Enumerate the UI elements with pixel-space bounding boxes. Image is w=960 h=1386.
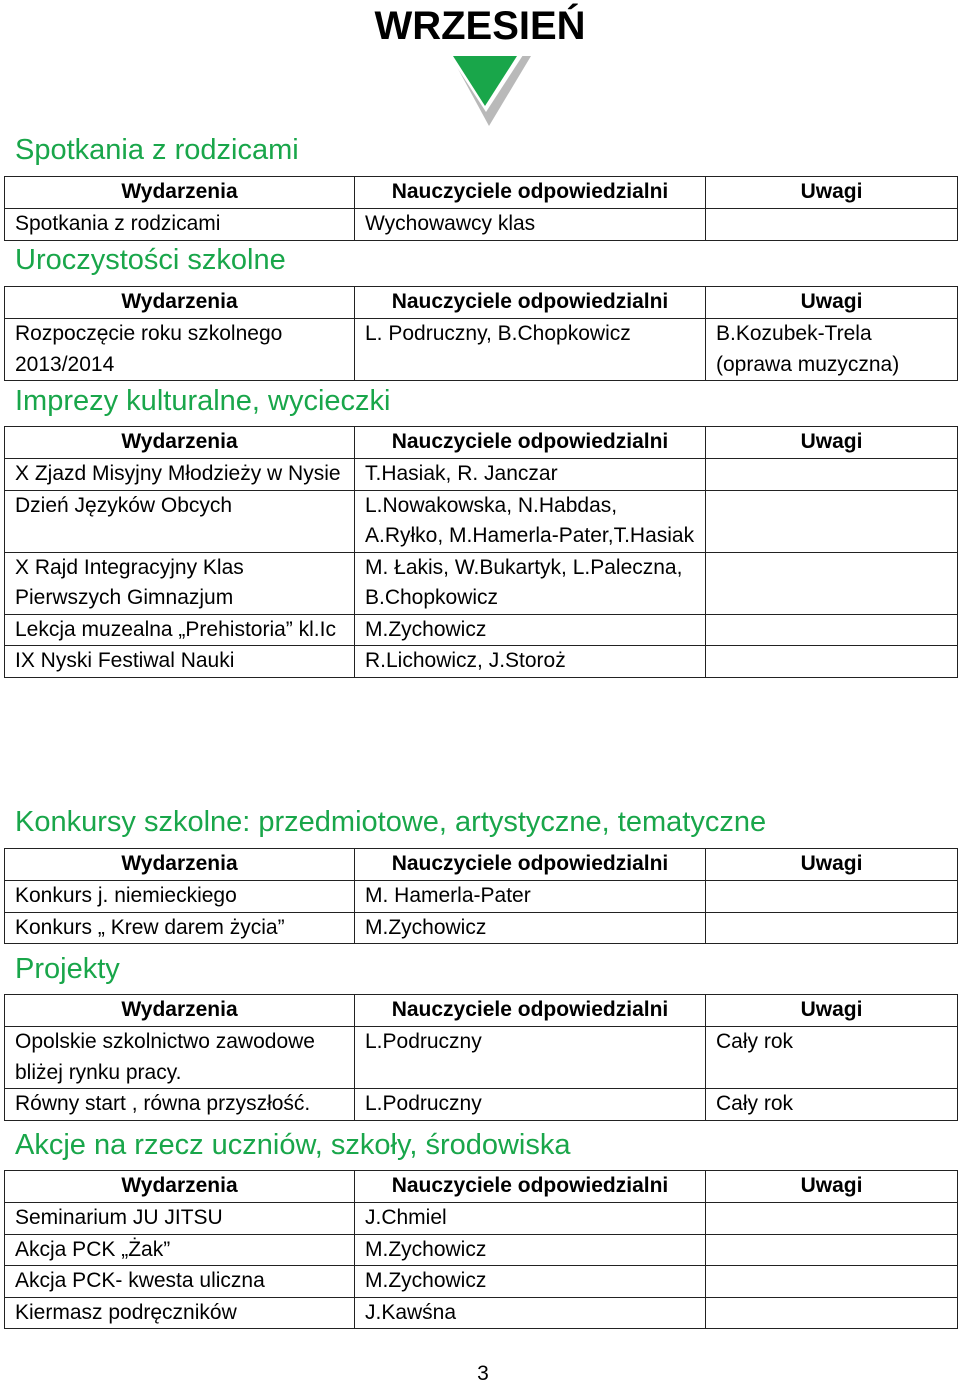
notes-cell [706,459,958,491]
notes-cell [706,881,958,913]
table-row [5,881,958,913]
teachers-cell: J.Chmiel [355,1203,706,1235]
column-header-teachers: Nauczyciele odpowiedzialni [355,1171,706,1203]
teachers-cell: L.Podruczny [355,1027,706,1089]
teachers-cell: M.Zychowicz [355,614,706,646]
event-cell: Akcja PCK „Żak” [5,1234,355,1266]
notes-cell [706,614,958,646]
teachers-cell: T.Hasiak, R. Janczar [355,459,706,491]
table-row [5,209,958,241]
table-row [5,459,958,491]
table-row [5,1234,958,1266]
green-triangle-logo-icon [441,52,533,128]
notes-cell: B.Kozubek-Trela (oprawa muzyczna) [706,319,958,381]
teachers-cell: M. Hamerla-Pater [355,881,706,913]
event-cell: Dzień Języków Obcych [5,490,355,552]
teachers-cell: L. Podruczny, B.Chopkowicz [355,319,706,381]
event-cell: Konkurs „ Krew darem życia” [5,912,355,944]
table-row [5,646,958,678]
column-header-events: Wydarzenia [5,849,355,881]
notes-cell [706,912,958,944]
table-row [5,1203,958,1235]
event-cell: Lekcja muzealna „Prehistoria” kl.Ic [5,614,355,646]
section-heading-akcje: Akcje na rzecz uczniów, szkoły, środowiska [15,1129,571,1161]
notes-cell [706,490,958,552]
table-uroczystosci [4,286,958,381]
notes-cell [706,646,958,678]
column-header-events: Wydarzenia [5,1171,355,1203]
notes-cell [706,552,958,614]
table-projekty [4,994,958,1121]
column-header-notes: Uwagi [706,1171,958,1203]
table-row [5,614,958,646]
event-cell: Opolskie szkolnictwo zawodowe bliżej rynku pracy. [5,1027,355,1089]
table-row [5,912,958,944]
teachers-cell: M.Zychowicz [355,912,706,944]
event-cell: IX Nyski Festiwal Nauki [5,646,355,678]
column-header-events: Wydarzenia [5,427,355,459]
table-spotkania [4,176,958,241]
event-cell: Konkurs j. niemieckiego [5,881,355,913]
column-header-teachers: Nauczyciele odpowiedzialni [355,995,706,1027]
teachers-cell: R.Lichowicz, J.Storoż [355,646,706,678]
notes-cell: Cały rok [706,1027,958,1089]
teachers-cell: M.Zychowicz [355,1266,706,1298]
teachers-cell: J.Kawśna [355,1297,706,1329]
table-row [5,1297,958,1329]
column-header-notes: Uwagi [706,287,958,319]
table-imprezy [4,426,958,678]
page-number: 3 [477,1362,489,1385]
column-header-notes: Uwagi [706,849,958,881]
notes-cell [706,1266,958,1298]
event-cell: Akcja PCK- kwesta uliczna [5,1266,355,1298]
table-row [5,319,958,381]
table-row [5,552,958,614]
table-row [5,1027,958,1089]
teachers-cell: M. Łakis, W.Bukartyk, L.Paleczna, B.Chopkowicz [355,552,706,614]
table-row [5,1089,958,1121]
notes-cell [706,1203,958,1235]
month-title: WRZESIEŃ [374,4,586,48]
column-header-teachers: Nauczyciele odpowiedzialni [355,287,706,319]
event-cell: Rozpoczęcie roku szkolnego 2013/2014 [5,319,355,381]
section-heading-uroczystosci: Uroczystości szkolne [15,244,286,276]
event-cell: Seminarium JU JITSU [5,1203,355,1235]
column-header-notes: Uwagi [706,427,958,459]
column-header-teachers: Nauczyciele odpowiedzialni [355,849,706,881]
table-akcje [4,1170,958,1329]
event-cell: X Zjazd Misyjny Młodzieży w Nysie [5,459,355,491]
notes-cell [706,1297,958,1329]
section-heading-imprezy: Imprezy kulturalne, wycieczki [15,385,391,417]
table-konkursy [4,848,958,944]
event-cell: Kiermasz podręczników [5,1297,355,1329]
column-header-events: Wydarzenia [5,995,355,1027]
notes-cell [706,209,958,241]
table-row [5,1266,958,1298]
section-heading-konkursy: Konkursy szkolne: przedmiotowe, artystyczne, tematyczne [15,806,767,838]
section-heading-spotkania: Spotkania z rodzicami [15,134,299,166]
column-header-events: Wydarzenia [5,177,355,209]
column-header-teachers: Nauczyciele odpowiedzialni [355,427,706,459]
notes-cell: Cały rok [706,1089,958,1121]
column-header-teachers: Nauczyciele odpowiedzialni [355,177,706,209]
section-heading-projekty: Projekty [15,953,120,985]
teachers-cell: L.Podruczny [355,1089,706,1121]
column-header-notes: Uwagi [706,177,958,209]
event-cell: Spotkania z rodzicami [5,209,355,241]
event-cell: Równy start , równa przyszłość. [5,1089,355,1121]
event-cell: X Rajd Integracyjny Klas Pierwszych Gimnazjum [5,552,355,614]
column-header-events: Wydarzenia [5,287,355,319]
table-row [5,490,958,552]
column-header-notes: Uwagi [706,995,958,1027]
teachers-cell: L.Nowakowska, N.Habdas, A.Ryłko, M.Hamerla-Pater,T.Hasiak [355,490,706,552]
teachers-cell: M.Zychowicz [355,1234,706,1266]
teachers-cell: Wychowawcy klas [355,209,706,241]
notes-cell [706,1234,958,1266]
